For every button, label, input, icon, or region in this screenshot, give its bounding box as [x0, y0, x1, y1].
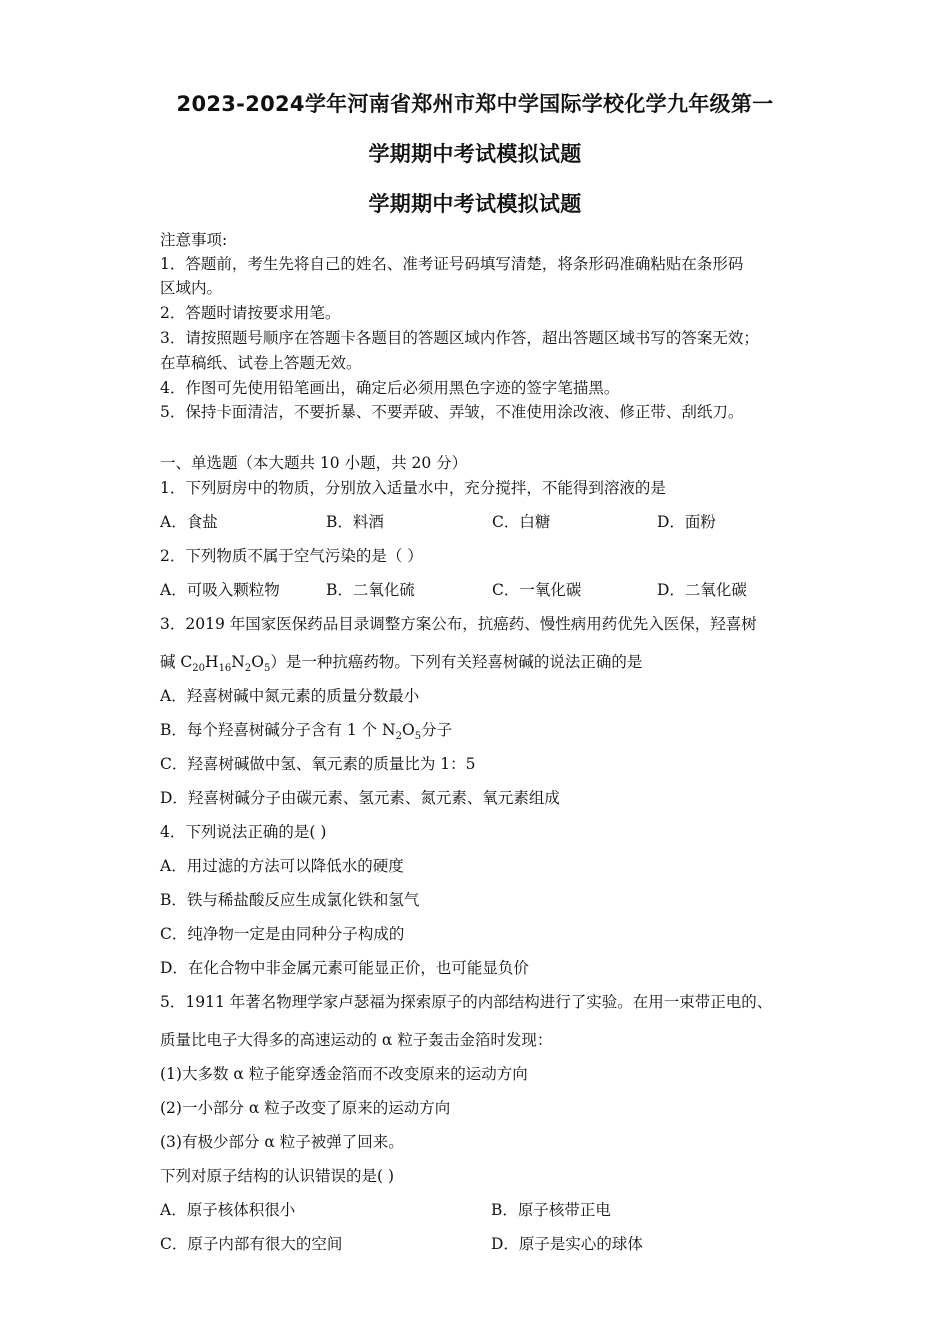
- q4-option-d: D．在化合物中非金属元素可能显正价，也可能显负价: [160, 959, 529, 977]
- q5-option-b: B．原子核带正电: [491, 1201, 611, 1219]
- notice-item-3b: 在草稿纸、试卷上答题无效。: [160, 354, 362, 372]
- q3-option-b-post: 分子: [421, 721, 453, 739]
- q2-stem: 2．下列物质不属于空气污染的是（ ）: [160, 547, 423, 565]
- q4-option-c: C．纯净物一定是由同种分子构成的: [160, 925, 405, 943]
- q1-option-d: D．面粉: [657, 513, 716, 531]
- q1-stem: 1．下列厨房中的物质，分别放入适量水中，充分搅拌，不能得到溶液的是: [160, 479, 666, 497]
- q3-stem-a: 3．2019 年国家医保药品目录调整方案公布，抗癌药、慢性病用药优先入医保，羟喜树: [160, 615, 757, 633]
- q3-option-c: C．羟喜树碱做中氢、氧元素的质量比为 1：5: [160, 755, 476, 773]
- q5-observation-1: (1)大多数 α 粒子能穿透金箔而不改变原来的运动方向: [160, 1065, 528, 1083]
- exam-title-line3: 学期期中考试模拟试题: [368, 192, 582, 216]
- q3-el-n: N: [231, 653, 245, 671]
- exam-title-line1: 2023-2024学年河南省郑州市郑中学国际学校化学九年级第一: [176, 92, 774, 116]
- q3-sub-c: 20: [192, 663, 206, 675]
- q5-question: 下列对原子结构的认识错误的是( ): [160, 1167, 395, 1185]
- q3-sub-o: 5: [263, 663, 271, 675]
- q2-option-c: C．一氧化碳: [492, 581, 582, 599]
- q3-option-b-sub-o: 5: [414, 731, 422, 743]
- q3-el-h: H: [205, 653, 219, 671]
- q3-option-b-pre: B．每个羟喜树碱分子含有 1 个 N: [160, 721, 396, 739]
- q4-option-a: A．用过滤的方法可以降低水的硬度: [160, 857, 404, 875]
- q1-option-a: A．食盐: [160, 513, 218, 531]
- q2-option-b: B．二氧化硫: [326, 581, 415, 599]
- q3-option-a: A．羟喜树碱中氮元素的质量分数最小: [160, 687, 420, 705]
- q3-el-o: O: [251, 653, 264, 671]
- notice-item-4: 4．作图可先使用铅笔画出，确定后必须用黑色字迹的签字笔描黑。: [160, 379, 620, 397]
- q3-stem-b-post: ）是一种抗癌药物。下列有关羟喜树碱的说法正确的是: [270, 653, 643, 671]
- q5-stem-a: 5．1911 年著名物理学家卢瑟福为探索原子的内部结构进行了实验。在用一束带正电的、: [160, 993, 773, 1011]
- q5-option-c: C．原子内部有很大的空间: [160, 1235, 343, 1253]
- q3-sub-n: 2: [244, 663, 252, 675]
- notice-heading: 注意事项:: [160, 231, 228, 249]
- q3-option-b: [160, 718, 452, 742]
- notice-item-1a: 1．答题前，考生先将自己的姓名、准考证号码填写清楚，将条形码准确粘贴在条形码: [160, 255, 744, 273]
- q2-option-d: D．二氧化碳: [657, 581, 747, 599]
- q3-stem-b-pre: 碱 C: [160, 653, 193, 671]
- q5-stem-b: 质量比电子大得多的高速运动的 α 粒子轰击金箔时发现：: [160, 1031, 553, 1049]
- notice-item-3a: 3．请按照题号顺序在答题卡各题目的答题区域内作答，超出答题区域书写的答案无效；: [160, 329, 759, 347]
- q3-sub-h: 16: [218, 663, 232, 675]
- section-heading: 一、单选题（本大题共 10 小题，共 20 分）: [160, 454, 468, 472]
- q5-option-a: A．原子核体积很小: [160, 1201, 296, 1219]
- q3-option-d: D．羟喜树碱分子由碳元素、氢元素、氮元素、氧元素组成: [160, 789, 560, 807]
- q1-option-c: C．白糖: [492, 513, 551, 531]
- q4-option-b: B．铁与稀盐酸反应生成氯化铁和氢气: [160, 891, 420, 909]
- notice-item-5: 5．保持卡面清洁，不要折暴、不要弄破、弄皱，不准使用涂改液、修正带、刮纸刀。: [160, 403, 744, 421]
- exam-title-line2: 学期期中考试模拟试题: [368, 142, 582, 166]
- q3-option-b-el-o: O: [401, 721, 415, 739]
- q3-option-b-sub-n: 2: [395, 731, 402, 743]
- notice-item-1b: 区域内。: [160, 279, 223, 297]
- q1-option-b: B．料酒: [326, 513, 384, 531]
- q5-option-d: D．原子是实心的球体: [491, 1235, 643, 1253]
- q5-observation-3: (3)有极少部分 α 粒子被弹了回来。: [160, 1133, 404, 1151]
- q5-observation-2: (2)一小部分 α 粒子改变了原来的运动方向: [160, 1099, 451, 1117]
- q3-stem-b: [160, 650, 642, 674]
- q4-stem: 4．下列说法正确的是( ): [160, 823, 327, 841]
- notice-item-2: 2．答题时请按要求用笔。: [160, 304, 341, 322]
- q2-option-a: A．可吸入颗粒物: [160, 581, 280, 599]
